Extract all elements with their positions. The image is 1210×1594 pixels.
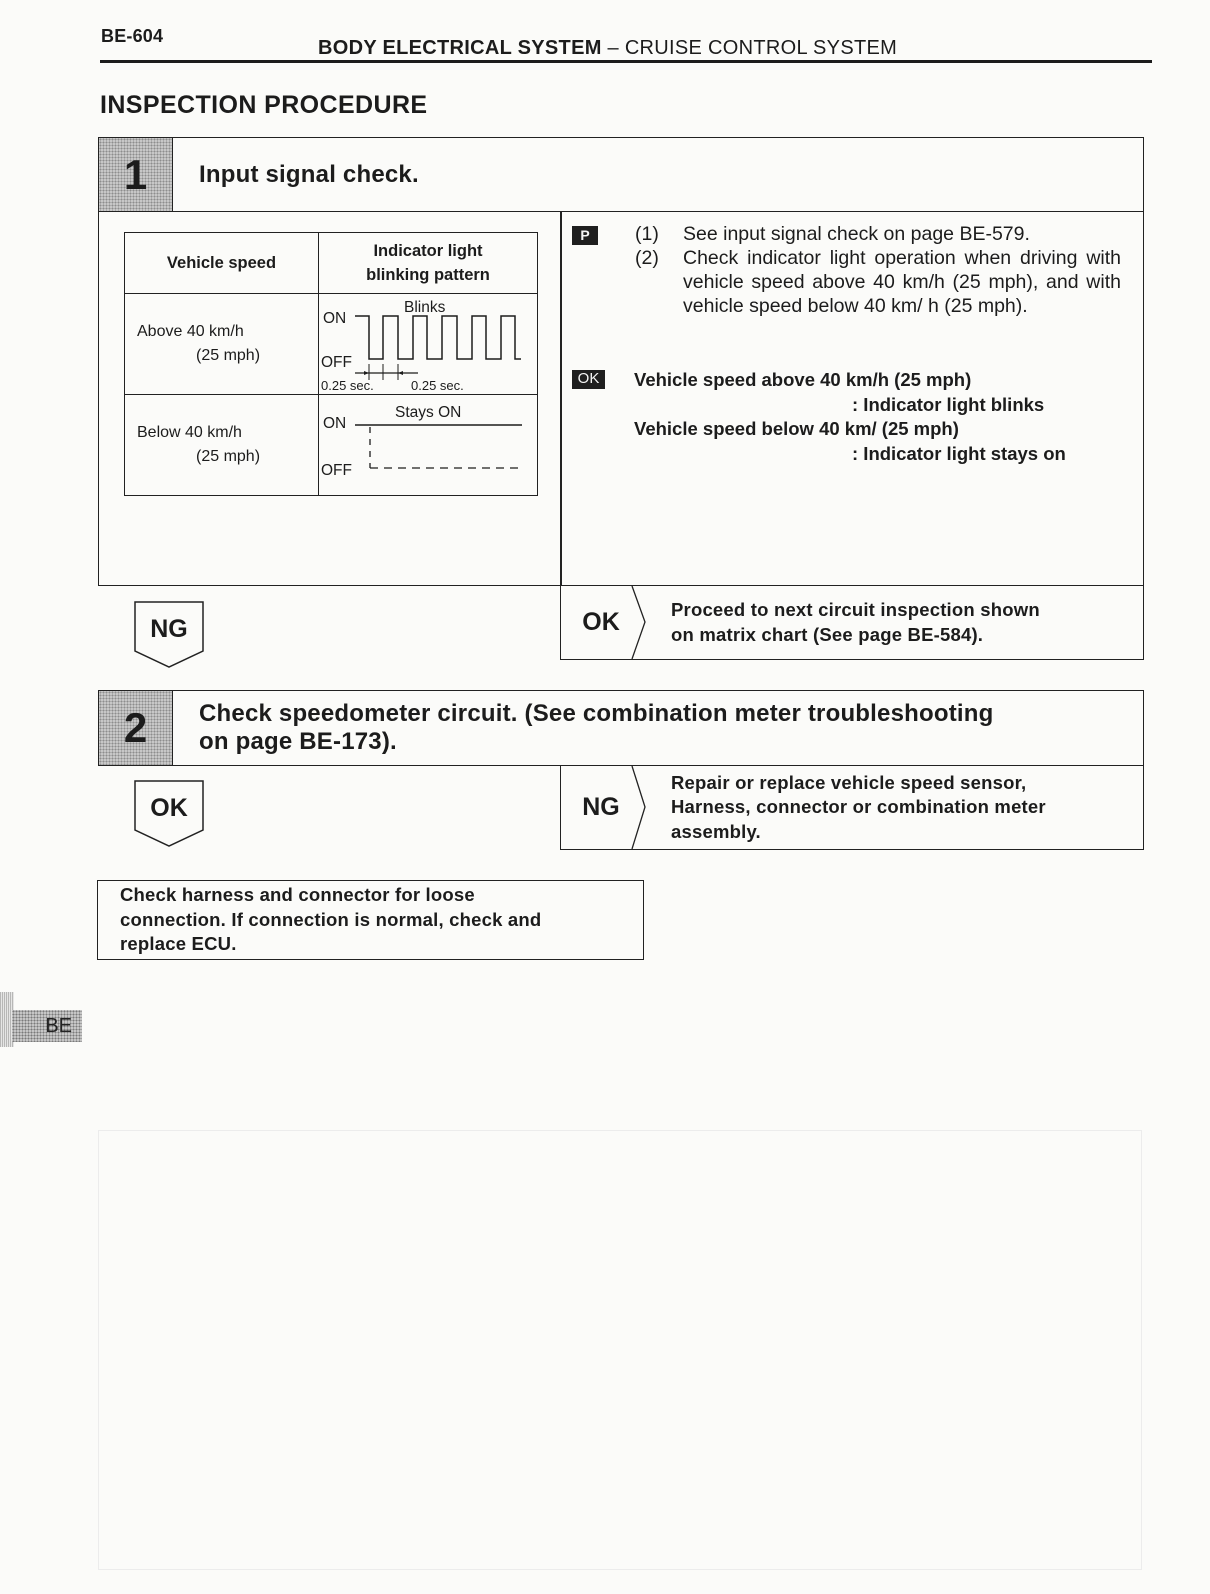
- step-1-ng-tag[interactable]: NG: [134, 601, 204, 667]
- ok-result-below: : Indicator light stays on: [852, 442, 1066, 464]
- procedure-badge: P: [572, 226, 598, 245]
- list-item: (2) Check indicator light operation when driving with vehicle speed above 40 km/h (25 mph), and with vehicle speed below 40 km/ h (25 mph).: [635, 247, 1121, 317]
- step-2-header: [98, 690, 1144, 766]
- table-header-row: [125, 233, 538, 294]
- section-title: INSPECTION PROCEDURE: [100, 91, 428, 119]
- step-1-number: 1: [99, 138, 173, 211]
- table-row: [125, 294, 538, 395]
- running-head: [318, 37, 897, 60]
- chevron-right-icon: [631, 586, 647, 659]
- stays-on-pattern-cell: [319, 395, 538, 496]
- ok-condition-below: Vehicle speed below 40 km/ (25 mph): [634, 418, 959, 439]
- header-blinking-pattern: Indicator light blinking pattern: [319, 233, 538, 294]
- table-row: [125, 395, 538, 496]
- ok-condition-above: Vehicle speed above 40 km/h (25 mph): [634, 369, 972, 390]
- running-head-separator: –: [601, 37, 625, 59]
- svg-text:OFF: OFF: [321, 354, 352, 371]
- running-head-system: BODY ELECTRICAL SYSTEM: [318, 37, 602, 59]
- ok-action-text: Proceed to next circuit inspection shown on matrix chart (See page BE-584).: [671, 599, 1040, 645]
- speed-pattern-table: [124, 232, 538, 496]
- ng-action-text: Repair or replace vehicle speed sensor, Harness, connector or combination meter assembly.: [671, 771, 1046, 842]
- procedure-list: [635, 222, 1121, 318]
- step-1-title: Input signal check.: [199, 160, 419, 188]
- final-action-box[interactable]: Check harness and connector for loose connection. If connection is normal, check and replace ECU.: [97, 880, 644, 960]
- ok-code: OK: [561, 586, 641, 659]
- svg-text:ON: ON: [323, 415, 347, 432]
- list-item: (1) See input signal check on page BE-579.: [635, 223, 1030, 245]
- ok-criteria: [634, 368, 1084, 466]
- speed-above-cell: Above 40 km/h (25 mph): [125, 294, 319, 395]
- svg-text:OFF: OFF: [321, 462, 352, 479]
- blink-pattern-cell: [319, 294, 538, 395]
- step-2-ok-tag[interactable]: OK: [134, 780, 204, 846]
- chevron-right-icon: [631, 766, 647, 849]
- steady-waveform-icon: [319, 395, 537, 496]
- step-2-title: Check speedometer circuit. (See combination meter troubleshooting on page BE-173).: [199, 700, 994, 755]
- step-1-header: [98, 137, 1144, 212]
- ng-code: NG: [561, 766, 641, 849]
- step-1-ok-result[interactable]: [560, 585, 1144, 660]
- ok-criteria-badge: OK: [572, 370, 605, 389]
- svg-text:0.25 sec.: 0.25 sec.: [321, 378, 374, 393]
- step-2-ng-result[interactable]: [560, 765, 1144, 850]
- svg-text:Stays ON: Stays ON: [395, 404, 462, 421]
- svg-text:0.25 sec.: 0.25 sec.: [411, 378, 464, 393]
- speed-below-cell: Below 40 km/h (25 mph): [125, 395, 319, 496]
- section-tab-be[interactable]: BE: [12, 1010, 82, 1042]
- header-vehicle-speed: Vehicle speed: [125, 233, 319, 294]
- blink-waveform-icon: [319, 294, 537, 395]
- page-number: BE-604: [101, 26, 164, 46]
- svg-text:Blinks: Blinks: [404, 299, 446, 316]
- step-2-number: 2: [99, 691, 173, 765]
- bleed-through-box: [98, 1130, 1142, 1570]
- header-rule: [100, 60, 1152, 63]
- svg-text:ON: ON: [323, 310, 347, 327]
- running-head-subsystem: CRUISE CONTROL SYSTEM: [624, 37, 898, 59]
- ok-result-above: : Indicator light blinks: [852, 393, 1045, 415]
